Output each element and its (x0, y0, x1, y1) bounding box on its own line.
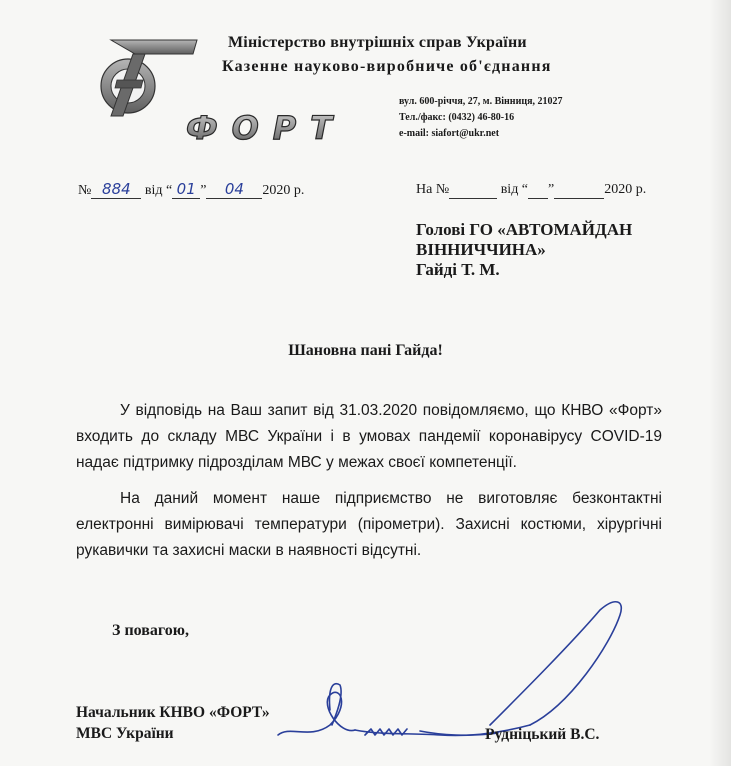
organization-name: Казенне науково-виробниче об'єднання (222, 58, 552, 75)
incoming-number-label: На № (416, 182, 450, 197)
addressee-line-2: ВІННИЧЧИНА» (416, 240, 546, 259)
contact-block (399, 94, 563, 142)
closing-regards: З повагою, (112, 622, 189, 639)
outgoing-reference (78, 180, 304, 199)
salutation: Шановна пані Гайда! (288, 342, 443, 359)
ministry-name: Міністерство внутрішніх справ України (228, 34, 527, 51)
fort-wordmark-logo (180, 106, 340, 150)
incoming-year: 2020 р. (604, 182, 647, 197)
addressee-line-3: Гайді Т. М. (416, 260, 500, 279)
address-text: вул. 600-річчя, 27, м. Вінниця, 21027 (399, 96, 563, 107)
body-paragraph-1: У відповідь на Ваш запит від 31.03.2020 повідомляємо, що КНВО «Форт» входить до складу МВС України і в умовах пандемії коронавірусу COVID-19 надає підтримку підрозділам МВС у межах своєї компетенції. (76, 402, 662, 471)
position-line-2: МВС України (76, 725, 174, 742)
number-sign: № (78, 183, 92, 198)
incoming-quote-close: ” (548, 182, 555, 197)
outgoing-day: 01 (172, 180, 200, 199)
from-label: від “ (144, 183, 173, 198)
svg-text:ФОРТ: ФОРТ (186, 109, 332, 147)
outgoing-number: 884 (91, 180, 141, 199)
signer-name: Рудніцький В.С. (485, 726, 600, 743)
outgoing-year: 2020 р. (262, 183, 305, 198)
body-paragraph-2: На даний момент наше підприємство не виготовляє безконтактні електронні вимірювачі температури (пірометри). Захисні костюми, хірургічні рукавички та захисні маски в наявності відсутні. (76, 490, 662, 559)
incoming-reference (416, 182, 646, 199)
quote-close: ” (200, 183, 207, 198)
email-text: e-mail: siafort@ukr.net (399, 128, 500, 139)
page-edge-shadow (709, 0, 731, 766)
signer-position (76, 702, 270, 744)
position-line-1: Начальник КНВО «ФОРТ» (76, 704, 270, 721)
addressee-line-1: Голові ГО «АВТОМАЙДАН (416, 220, 633, 239)
outgoing-month: 04 (206, 180, 262, 199)
addressee-block (416, 220, 632, 280)
incoming-from-label: від “ (500, 182, 529, 197)
phone-text: Тел./факс: (0432) 46-80-16 (399, 112, 515, 123)
